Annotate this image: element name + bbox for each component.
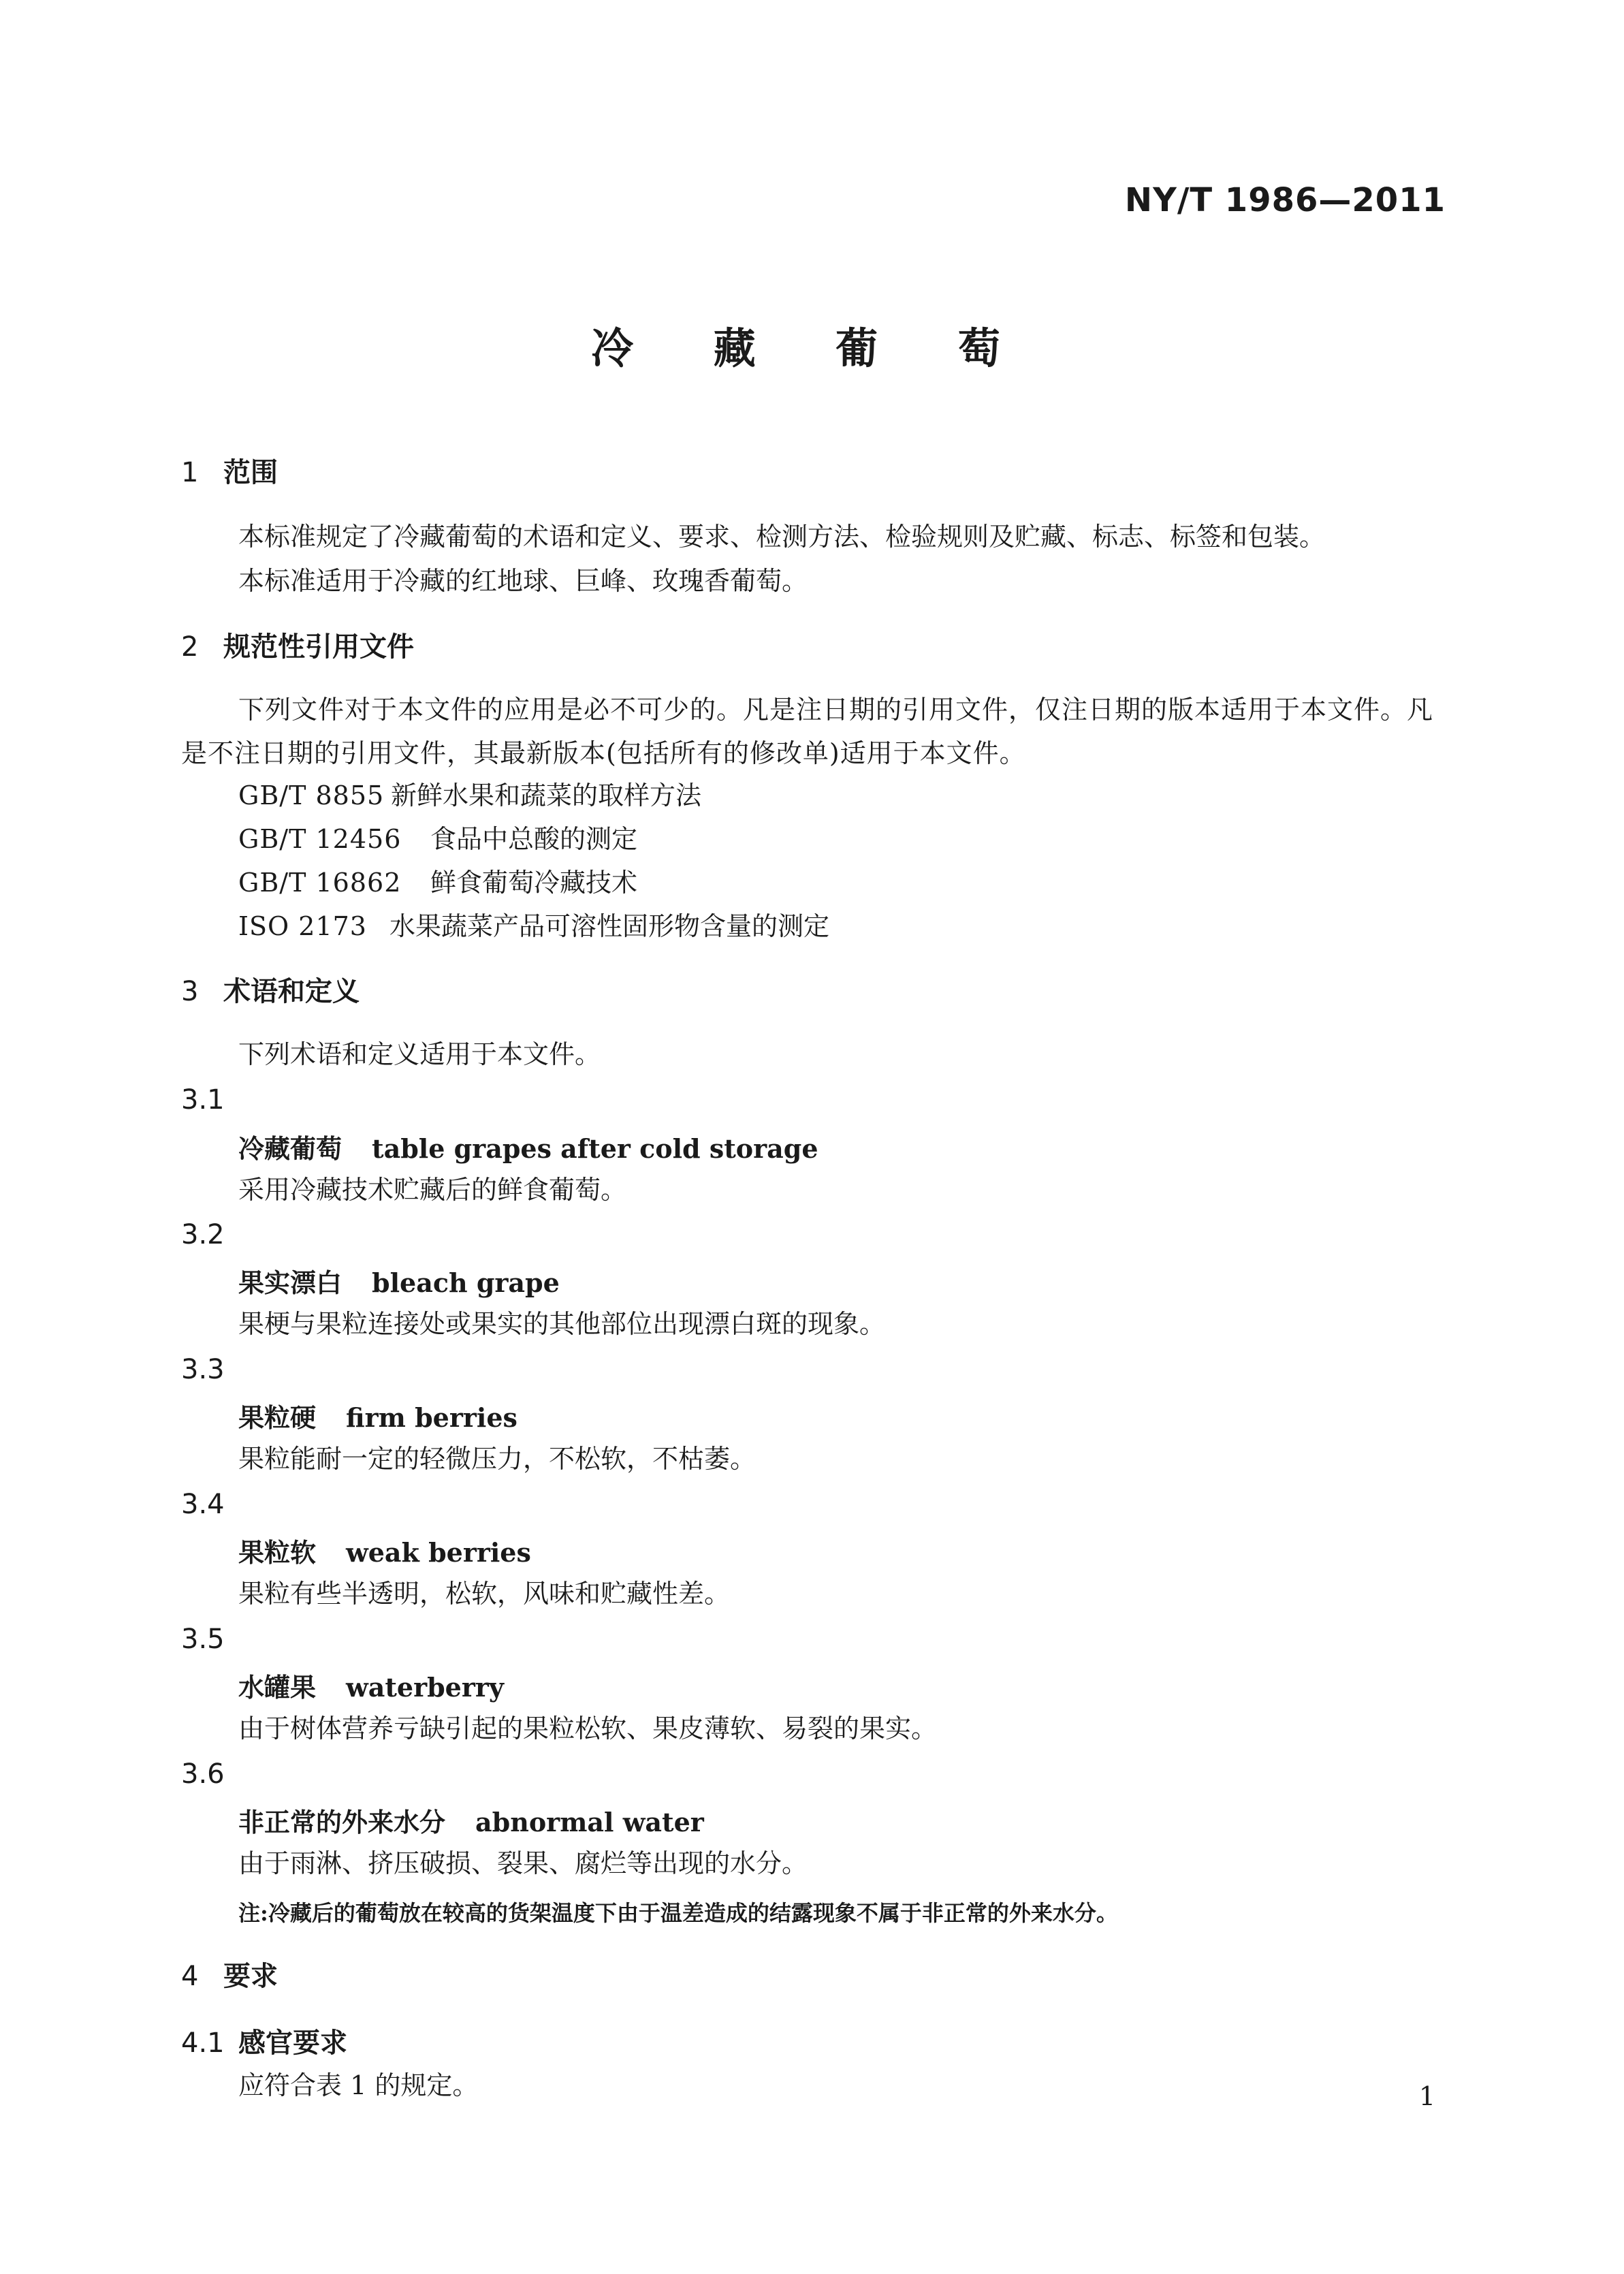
standard-number: NY/T 1986—2011 [1124,181,1446,219]
section-title: 术语和定义 [223,976,360,1007]
term-en: bleach grape [372,1267,560,1298]
reference-item [238,774,701,817]
term-zh: 果粒硬 [238,1403,317,1433]
reference-title: 新鲜水果和蔬菜的取样方法 [391,780,702,810]
paragraph: 下列术语和定义适用于本文件。 [238,1039,601,1069]
clause-number: 3.5 [181,1624,225,1655]
term-en: abnormal water [475,1807,704,1837]
reference-title: 鲜食葡萄冷藏技术 [430,868,638,898]
clause-number: 3.3 [181,1354,225,1385]
clause-number: 3.4 [181,1489,225,1520]
section-number: 3 [181,976,199,1007]
reference-code: GB/T 12456 [238,824,402,854]
section-number: 1 [181,457,199,488]
paragraph: 本标准规定了冷藏葡萄的术语和定义、要求、检测方法、检验规则及贮藏、标志、标签和包装。 [238,522,1326,552]
term-definition: 果粒有些半透明，松软，风味和贮藏性差。 [238,1579,731,1609]
reference-title: 水果蔬菜产品可溶性固形物含量的测定 [389,911,830,941]
reference-title: 食品中总酸的测定 [430,824,638,854]
section-2-heading [181,625,414,664]
reference-item [238,817,637,861]
term-entry [238,1667,504,1704]
section-4-heading [181,1955,278,1993]
term-definition: 由于树体营养亏缺引起的果粒松软、果皮薄软、易裂的果实。 [238,1714,938,1743]
term-en: table grapes after cold storage [372,1133,818,1164]
term-entry [238,1801,704,1839]
reference-item [238,904,829,948]
subsection-4-1-heading [181,2021,347,2060]
term-entry [238,1128,818,1165]
term-en: firm berries [346,1402,518,1433]
term-zh: 果粒软 [238,1538,317,1568]
reference-code: GB/T 8855 [238,780,385,810]
term-zh: 非正常的外来水分 [238,1807,446,1837]
term-entry [238,1397,518,1434]
section-1-heading [181,451,278,490]
reference-code: GB/T 16862 [238,868,402,898]
paragraph: 本标准适用于冷藏的红地球、巨峰、玫瑰香葡萄。 [238,566,808,596]
section-title: 感官要求 [238,2027,347,2059]
term-definition: 由于雨淋、挤压破损、裂果、腐烂等出现的水分。 [238,1848,808,1878]
section-3-heading [181,970,360,1009]
paragraph: 下列文件对于本文件的应用是必不可少的。凡是注日期的引用文件，仅注日期的版本适用于本文件。凡是不注日期的引用文件，其最新版本(包括所有的修改单)适用于本文件。 [181,695,1434,768]
term-zh: 水罐果 [238,1673,317,1703]
section-title: 范围 [223,457,278,488]
term-definition: 果梗与果粒连接处或果实的其他部位出现漂白斑的现象。 [238,1309,886,1339]
clause-number: 3.6 [181,1758,225,1790]
term-zh: 冷藏葡萄 [238,1134,343,1164]
document-title: 冷 藏 葡 萄 [591,323,1033,373]
section-number: 4.1 [181,2027,225,2059]
section-title: 要求 [223,1961,278,1992]
clause-number: 3.1 [181,1084,225,1116]
section-number: 4 [181,1961,199,1992]
term-entry [238,1262,560,1299]
reference-code: ISO 2173 [238,911,367,941]
term-definition: 果粒能耐一定的轻微压力，不松软，不枯萎。 [238,1444,757,1474]
term-zh: 果实漂白 [238,1268,343,1298]
note: 注:冷藏后的葡萄放在较高的货架温度下由于温差造成的结露现象不属于非正常的外来水分。 [238,1900,1118,1926]
section-number: 2 [181,631,199,663]
term-entry [238,1532,531,1569]
paragraph: 应符合表 1 的规定。 [238,2070,479,2100]
clause-number: 3.2 [181,1219,225,1250]
term-en: weak berries [346,1537,531,1568]
page-number: 1 [1418,2081,1435,2111]
term-en: waterberry [346,1672,504,1703]
reference-item [238,861,637,904]
section-title: 规范性引用文件 [223,631,414,663]
term-definition: 采用冷藏技术贮藏后的鲜食葡萄。 [238,1175,627,1205]
